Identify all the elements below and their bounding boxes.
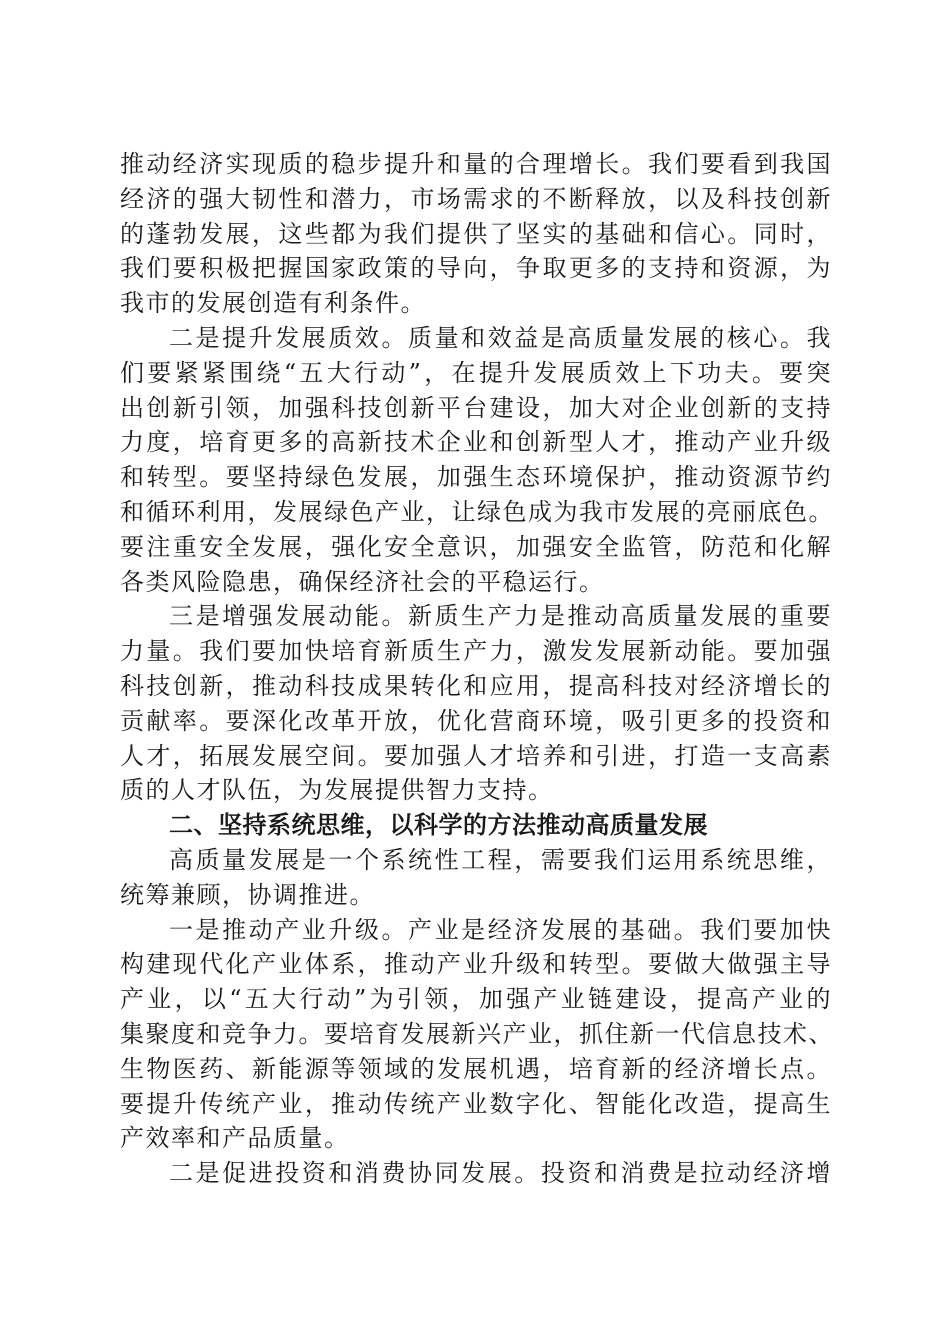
text-line: 各类风险隐患，确保经济社会的平稳运行。 bbox=[120, 567, 605, 596]
document-body bbox=[120, 147, 832, 1191]
text-line: 力量。我们要加快培育新质生产力，激发发展新动能。要加强 bbox=[120, 637, 832, 666]
paragraph-start-line: 高质量发展是一个系统性工程，需要我们运用系统思维， bbox=[169, 845, 832, 874]
text-line: 要注重安全发展，强化安全意识，加强安全监管，防范和化解 bbox=[120, 532, 832, 561]
text-line: 我市的发展创造有利条件。 bbox=[120, 289, 426, 318]
text-line: 要提升传统产业，推动传统产业数字化、智能化改造，提高生 bbox=[120, 1089, 832, 1118]
text-line: 生物医药、新能源等领域的发展机遇，培育新的经济增长点。 bbox=[120, 1054, 832, 1083]
text-line: 和转型。要坚持绿色发展，加强生态环境保护，推动资源节约 bbox=[120, 463, 832, 492]
text-line: 和循环利用，发展绿色产业，让绿色成为我市发展的亮丽底色。 bbox=[120, 497, 834, 526]
paragraph-start-line: 一是推动产业升级。产业是经济发展的基础。我们要加快 bbox=[169, 915, 832, 944]
text-line: 推动经济实现质的稳步提升和量的合理增长。我们要看到我国 bbox=[120, 150, 832, 178]
text-line: 产效率和产品质量。 bbox=[120, 1124, 350, 1153]
section-heading: 二、坚持系统思维，以科学的方法推动高质量发展 bbox=[169, 811, 708, 840]
text-line: 构建现代化产业体系，推动产业升级和转型。要做大做强主导 bbox=[120, 950, 832, 979]
text-line: 统筹兼顾，协调推进。 bbox=[120, 880, 375, 909]
text-line: 出创新引领，加强科技创新平台建设，加大对企业创新的支持 bbox=[120, 393, 832, 422]
text-line: 们要紧紧围绕“五大行动”，在提升发展质效上下功夫。要突 bbox=[120, 358, 832, 387]
paragraph-start-line: 二是促进投资和消费协同发展。投资和消费是拉动经济增 bbox=[169, 1159, 832, 1188]
text-line: 人才，拓展发展空间。要加强人才培养和引进，打造一支高素 bbox=[120, 741, 832, 770]
text-line: 力度，培育更多的高新技术企业和创新型人才，推动产业升级 bbox=[120, 428, 832, 457]
text-line: 集聚度和竞争力。要培育发展新兴产业，抓住新一代信息技术、 bbox=[120, 1019, 834, 1048]
paragraph-start-line: 三是增强发展动能。新质生产力是推动高质量发展的重要 bbox=[169, 602, 832, 631]
paragraph-start-line: 二是提升发展质效。质量和效益是高质量发展的核心。我 bbox=[169, 323, 832, 352]
text-line: 贡献率。要深化改革开放，优化营商环境，吸引更多的投资和 bbox=[120, 706, 832, 735]
text-line: 质的人才队伍，为发展提供智力支持。 bbox=[120, 776, 554, 805]
text-line: 经济的强大韧性和潜力，市场需求的不断释放，以及科技创新 bbox=[120, 184, 832, 213]
text-line: 产业，以“五大行动”为引领，加强产业链建设，提高产业的 bbox=[120, 985, 832, 1014]
text-line: 科技创新，推动科技成果转化和应用，提高科技对经济增长的 bbox=[120, 671, 832, 700]
text-line: 的蓬勃发展，这些都为我们提供了坚实的基础和信心。同时， bbox=[120, 219, 832, 248]
text-line: 我们要积极把握国家政策的导向，争取更多的支持和资源，为 bbox=[120, 254, 832, 283]
